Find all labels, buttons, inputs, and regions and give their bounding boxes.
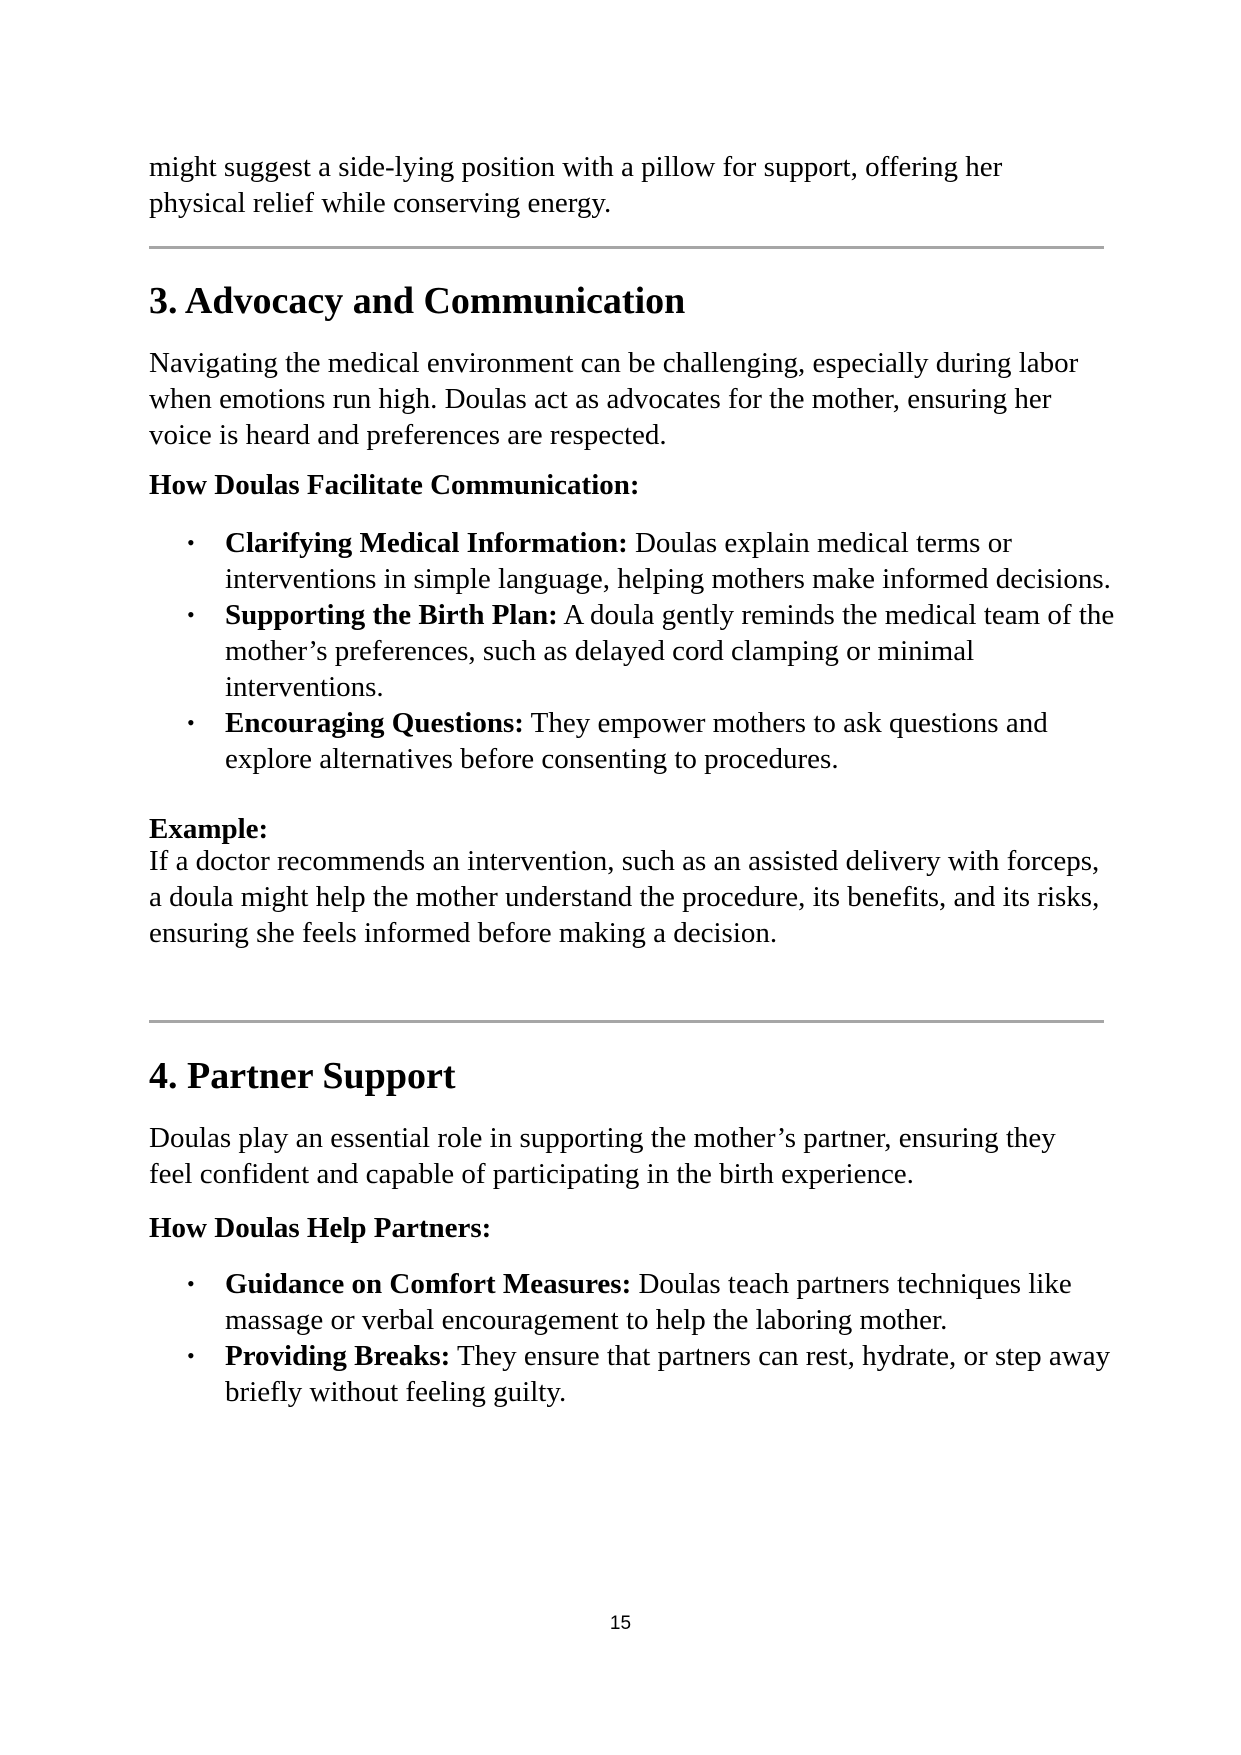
bullet-icon: • — [187, 1271, 195, 1296]
section-heading-partner-support: 4. Partner Support — [149, 1055, 456, 1097]
list-item-text: They empower mothers to ask questions and explore alternatives before consenting to procedures. — [225, 707, 1048, 775]
bullet-icon: • — [187, 602, 195, 627]
example-text: If a doctor recommends an intervention, such as an assisted delivery with forceps, a doula might help the mother understand the procedure, its benefits, and its risks, ensuring she feels informed before making a decision. — [149, 845, 1100, 949]
partner-list — [149, 1266, 1111, 1410]
list-item-term: Encouraging Questions: — [225, 707, 524, 739]
list-item-term: Guidance on Comfort Measures: — [225, 1268, 632, 1300]
list-item-term: Supporting the Birth Plan: — [225, 599, 558, 631]
bullet-icon: • — [187, 1343, 195, 1368]
list-item-term: Clarifying Medical Information: — [225, 527, 628, 559]
section-intro-partner-support: Doulas play an essential role in supporting the mother’s partner, ensuring they feel confident and capable of participating in the birth experience. — [149, 1122, 1056, 1190]
list-item — [149, 597, 1115, 705]
list-item — [149, 705, 1115, 777]
list-item-text: Doulas explain medical terms or interventions in simple language, helping mothers make informed decisions. — [225, 527, 1111, 595]
bullet-icon: • — [187, 530, 195, 555]
bullet-icon: • — [187, 710, 195, 735]
list-item-text: Doulas teach partners techniques like massage or verbal encouragement to help the laboring mother. — [225, 1268, 1072, 1336]
example-label: Example: — [149, 813, 269, 845]
subheading-help-partners: How Doulas Help Partners: — [149, 1212, 492, 1244]
section-intro-advocacy: Navigating the medical environment can be challenging, especially during labor when emotions run high. Doulas act as advocates for the mother, ensuring her voice is heard and preferences are respected. — [149, 347, 1079, 451]
page-number: 15 — [609, 1613, 632, 1634]
list-item — [149, 1338, 1115, 1410]
intro-continuation: might suggest a side-lying position with a pillow for support, offering her physical relief while conserving energy. — [149, 151, 1003, 219]
list-item — [149, 525, 1115, 597]
list-item-text: A doula gently reminds the medical team of the mother’s preferences, such as delayed cord clamping or minimal interventions. — [225, 599, 1115, 703]
section-divider — [149, 1020, 1104, 1023]
section-heading-advocacy: 3. Advocacy and Communication — [149, 280, 686, 322]
list-item-text: They ensure that partners can rest, hydrate, or step away briefly without feeling guilty. — [225, 1340, 1111, 1408]
communication-list — [149, 525, 1115, 777]
list-item-term: Providing Breaks: — [225, 1340, 451, 1372]
section-divider — [149, 246, 1104, 249]
subheading-facilitate-communication: How Doulas Facilitate Communication: — [149, 469, 640, 501]
list-item — [149, 1266, 1115, 1338]
